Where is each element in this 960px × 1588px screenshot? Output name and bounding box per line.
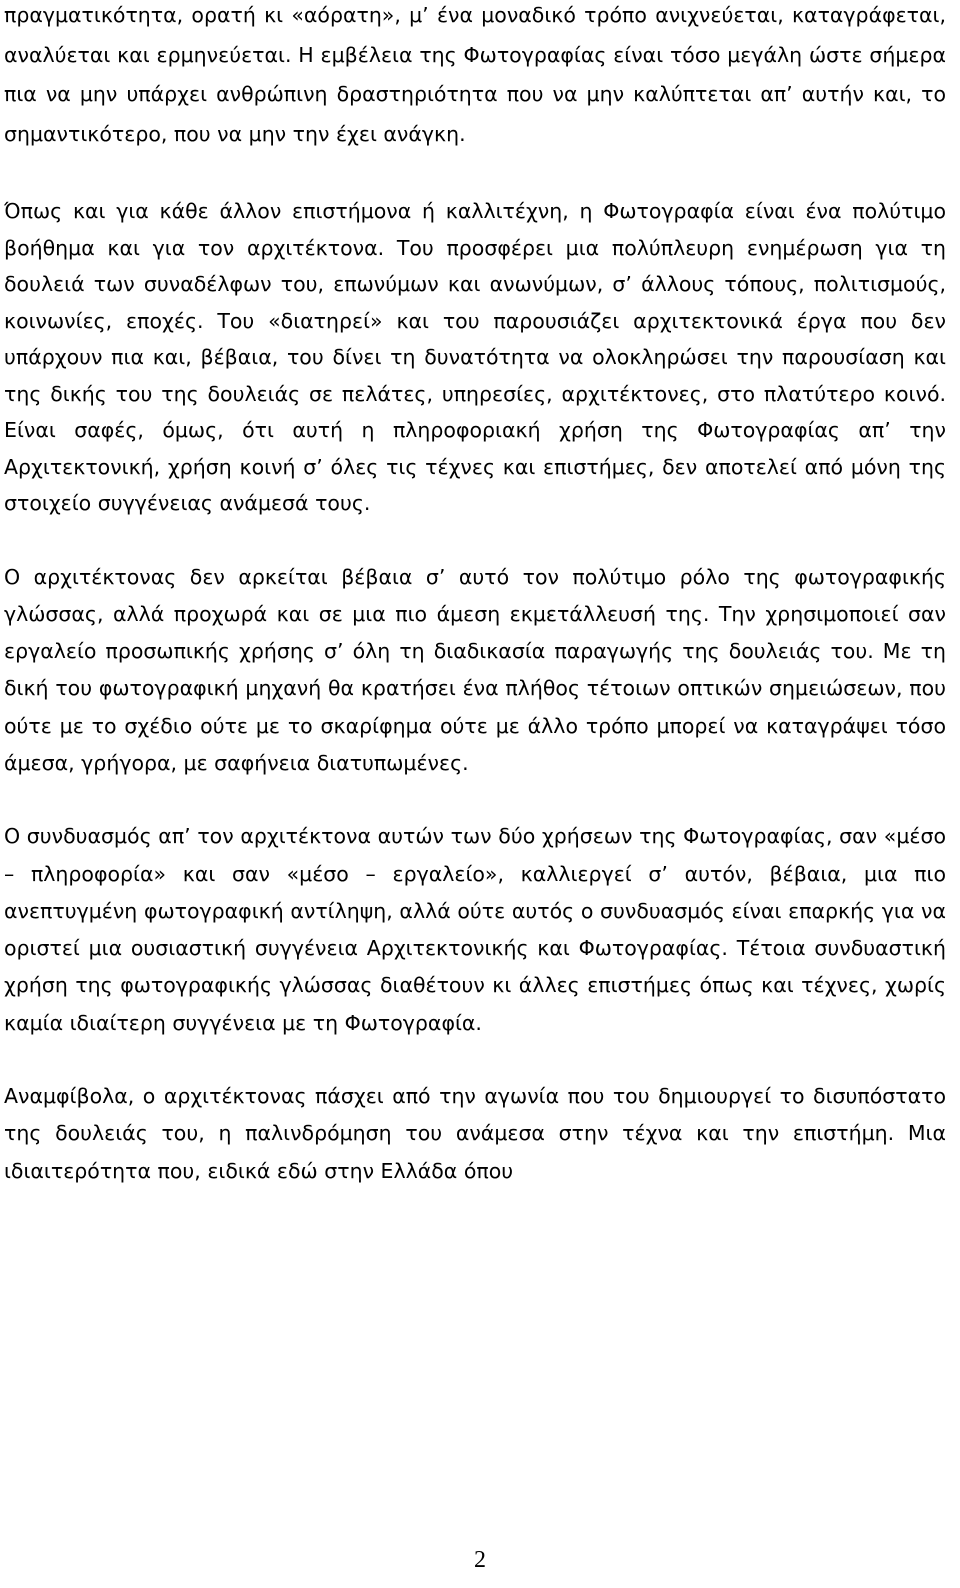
paragraph-photography-for-architect: Όπως και για κάθε άλλον επιστήμονα ή καλλιτέχνη, η Φωτογραφία είναι ένα πολύτιμο βοήθημα και για τον αρχιτέκτονα. Του προσφέρει μια πολύπλευρη ενημέρωση για τη δουλειά των συναδέλφων του, επωνύμων και ανωνύμων, σ’ άλλους τόπους, πολιτισμούς, κοινωνίες, εποχές. Του «διατηρεί» και του παρουσιάζει αρχιτεκτονικά έργα που δεν υπάρχουν πια και, βέβαια, του δίνει τη δυνατότητα να ολοκληρώσει την παρουσίαση και της δικής του της δουλειάς σε πελάτες, υπηρεσίες, αρχιτέκτονες, στο πλατύτερο κοινό. Είναι σαφές, όμως, ότι αυτή η πληροφοριακή χρήση της Φωτογραφίας απ’ την Αρχιτεκτονική, χρήση κοινή σ’ όλες τις τέχνες και επιστήμες, δεν αποτελεί από μόνη της στοιχείο συγγένειας ανάμεσά τους. <box>4 199 946 515</box>
page-number: 2 <box>474 1547 486 1573</box>
paragraph-tool-use: Ο αρχιτέκτονας δεν αρκείται βέβαια σ’ αυτό τον πολύτιμο ρόλο της φωτογραφικής γλώσσας, αλλά προχωρά και σε μια πιο άμεση εκμετάλλευσή της. Την χρησιμοποιεί σαν εργαλείο προσωπικής χρήσης σ’ όλη τη διαδικασία παραγωγής της δουλειάς του. Με τη δική του φωτογραφική μηχανή θα κρατήσει ένα πλήθος τέτοιων οπτικών σημειώσεων, που ούτε με το σχέδιο ούτε με το σκαρίφημα ούτε με άλλο τρόπο μπορεί να καταγράψει τόσο άμεσα, γρήγορα, με σαφήνεια διατυπωμένες. <box>4 564 946 775</box>
paragraph-combination: Ο συνδυασμός απ’ τον αρχιτέκτονα αυτών των δύο χρήσεων της Φωτογραφίας, σαν «μέσο – πληροφορία» και σαν «μέσο – εργαλείο», καλλιεργεί σ’ αυτόν, βέβαια, μια πιο ανεπτυγμένη φωτογραφική αντίληψη, αλλά ούτε αυτός ο συνδυασμός είναι επαρκής για να οριστεί μια ουσιαστική συγγένεια Αρχιτεκτονικής και Φωτογραφίας. Τέτοια συνδυαστική χρήση της φωτογραφικής γλώσσας διαθέτουν κι άλλες επιστήμες όπως και τέχνες, χωρίς καμία ιδιαίτερη συγγένεια με τη Φωτογραφία. <box>4 824 946 1035</box>
paragraph-continued: πραγματικότητα, ορατή κι «αόρατη», μ’ ένα μοναδικό τρόπο ανιχνεύεται, καταγράφεται, αναλύεται και ερμηνεύεται. Η εμβέλεια της Φωτογραφίας είναι τόσο μεγάλη ώστε σήμερα πια να μην υπάρχει ανθρώπινη δραστηριότητα που να μην καλύπτεται απ’ αυτήν και, το σημαντικότερο, που να μην την έχει ανάγκη. <box>4 3 946 146</box>
paragraph-anxiety: Αναμφίβολα, ο αρχιτέκτονας πάσχει από την αγωνία που του δημιουργεί το δισυπόστατο της δουλειάς του, η παλινδρόμηση του ανάμεσα στην τέχνα και την επιστήμη. Μια ιδιαιτερότητα που, ειδικά εδώ στην Ελλάδα όπου <box>4 1084 946 1183</box>
